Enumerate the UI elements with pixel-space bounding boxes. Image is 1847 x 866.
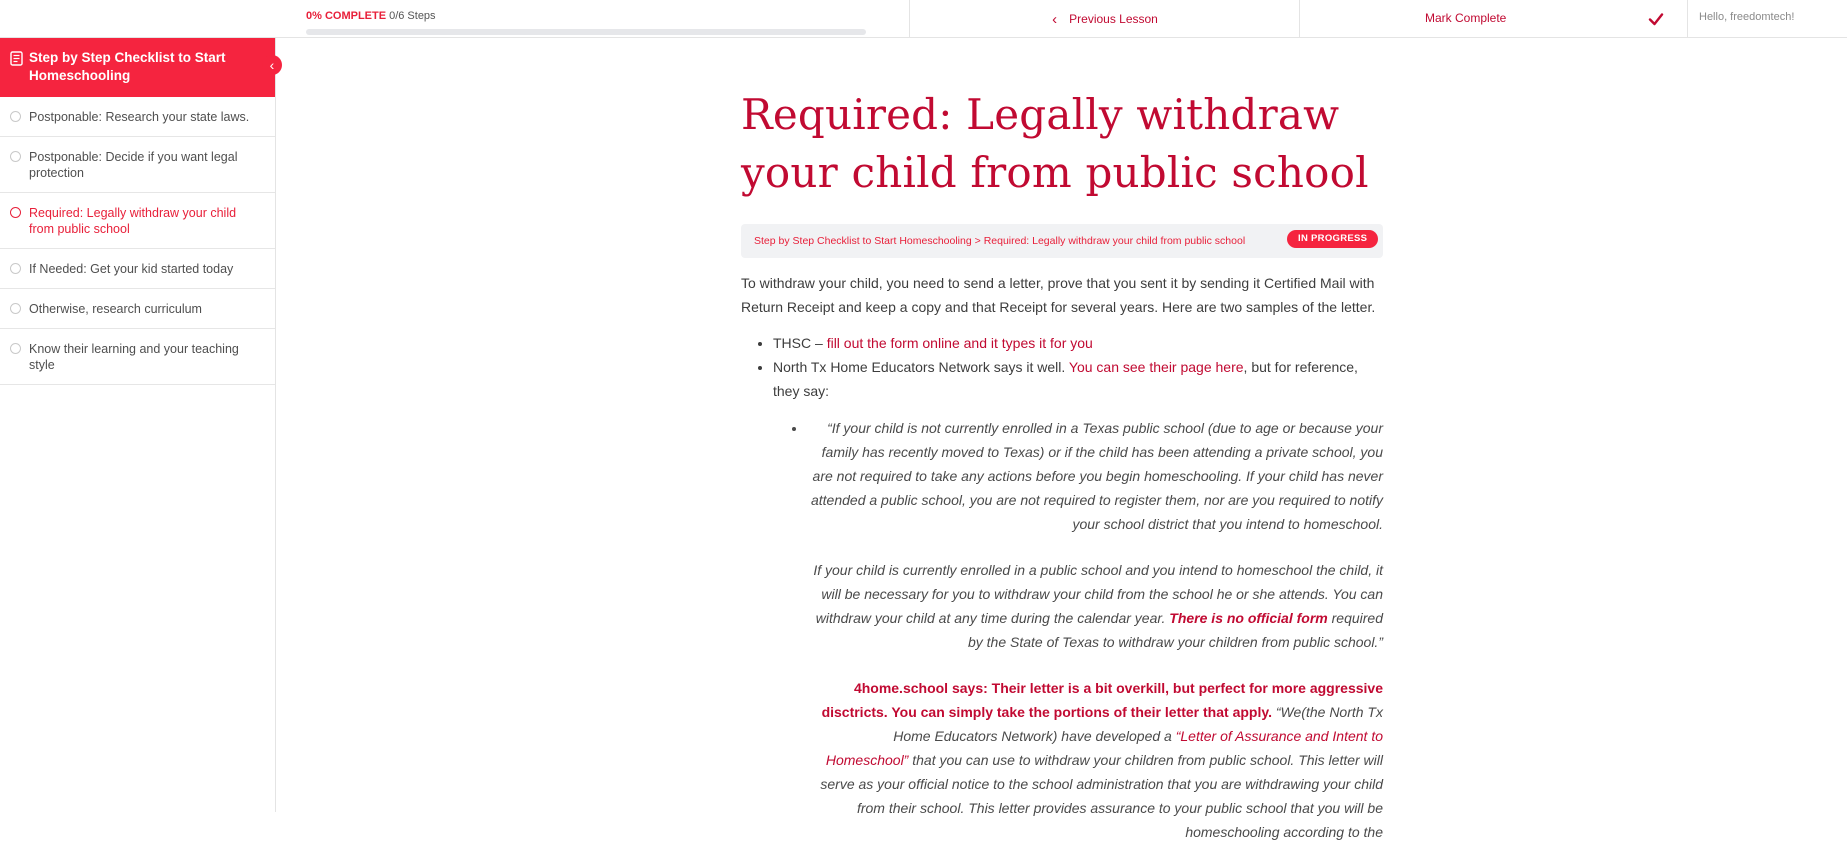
chevron-left-icon: ‹ xyxy=(1052,10,1058,28)
progress-steps: 0/6 Steps xyxy=(389,10,436,22)
user-greeting[interactable]: Hello, freedomtech! xyxy=(1699,11,1795,23)
step-item[interactable] xyxy=(0,249,275,289)
course-progress xyxy=(306,6,866,35)
mark-complete-label: Mark Complete xyxy=(1425,11,1507,25)
quote-text: If your child is currently enrolled in a public school and you intend to homeschool the child, it will be necessary for you to withdraw your child from the school he or she attends. You can withdraw your child at any time during the calendar year. xyxy=(813,562,1383,626)
status-badge: IN PROGRESS xyxy=(1287,230,1378,248)
mark-complete-button[interactable] xyxy=(1300,0,1688,38)
course-title: Step by Step Checklist to Start Homeschooling xyxy=(29,50,226,83)
book-icon xyxy=(10,51,23,66)
breadcrumb xyxy=(754,235,1245,247)
course-sidebar xyxy=(0,38,276,812)
step-status-icon xyxy=(10,263,21,274)
checkmark-icon xyxy=(1646,9,1666,29)
page-title: Required: Legally withdraw your child from public school xyxy=(741,90,1369,197)
step-label: Otherwise, research curriculum xyxy=(29,302,202,316)
step-label: Know their learning and your teaching style xyxy=(29,342,239,372)
quote-item xyxy=(807,416,1383,844)
step-status-icon xyxy=(10,207,21,218)
step-item[interactable] xyxy=(0,329,275,385)
list-item xyxy=(773,355,1383,844)
divider xyxy=(1687,0,1688,38)
list-item xyxy=(773,331,1383,355)
top-bar xyxy=(0,0,1847,38)
intro-paragraph: To withdraw your child, you need to send a letter, prove that you sent it by sending it Certified Mail with Return Receipt and keep a copy and that Receipt for several years. Here are two samples of the letter. xyxy=(741,275,1376,315)
quote-paragraph: • “If your child is not currently enrolled in a Texas public school (due to age or because your family has recently moved to Texas) or if the child has been attending a private school, you are not required to take any actions before you begin homeschooling. If your child has never attended a public school, you are not required to register them, nor are you required to notify your school district that you intend to homeschool. xyxy=(810,420,1383,532)
thsc-form-link[interactable]: fill out the form online and it types it for you xyxy=(826,335,1093,351)
quote-text: that you can use to withdraw your children from public school. This letter will serve as your official notice to the school administration that you are withdrawing your child from their school. This letter provides assurance to your public school that you will be homeschooling according to the xyxy=(820,752,1383,840)
step-status-icon xyxy=(10,343,21,354)
breadcrumb-bar xyxy=(741,224,1383,258)
progress-bar xyxy=(306,29,866,35)
quote-text: “We(the North Tx Home Educators Network) have developed a xyxy=(893,704,1383,744)
breadcrumb-course-link[interactable]: Step by Step Checklist to Start Homeschooling xyxy=(754,235,972,247)
breadcrumb-current-link[interactable]: Required: Legally withdraw your child from public school xyxy=(983,235,1246,247)
quote-paragraph xyxy=(807,558,1383,654)
step-status-icon xyxy=(10,151,21,162)
previous-lesson-label: Previous Lesson xyxy=(1069,12,1158,26)
previous-lesson-button[interactable] xyxy=(910,0,1300,38)
bullet-list xyxy=(741,331,1383,844)
step-item[interactable] xyxy=(0,289,275,329)
lesson-content xyxy=(741,86,1383,866)
collapse-sidebar-button[interactable] xyxy=(262,55,282,75)
breadcrumb-separator: > xyxy=(974,235,981,247)
step-item[interactable] xyxy=(0,137,275,193)
quote-emphasis: There is no official form xyxy=(1169,610,1328,626)
quote-paragraph xyxy=(807,676,1383,844)
step-label: Postponable: Decide if you want legal protection xyxy=(29,150,238,180)
step-status-icon xyxy=(10,111,21,122)
site-note: 4home.school says: Their letter is a bit overkill, but perfect for more aggressive disctricts. You can simply take the portions of their letter that apply. xyxy=(821,680,1383,720)
bullet-text: THSC – xyxy=(773,335,827,351)
progress-percent: 0% COMPLETE xyxy=(306,10,387,22)
step-list xyxy=(0,97,275,385)
step-label: Required: Legally withdraw your child from public school xyxy=(29,206,237,236)
quote-text: required by the State of Texas to withdraw your children from public school.” xyxy=(967,610,1383,650)
step-status-icon xyxy=(10,303,21,314)
step-item-active[interactable] xyxy=(0,193,275,249)
bullet-text: North Tx Home Educators Network says it well. xyxy=(773,359,1069,375)
step-label: Postponable: Research your state laws. xyxy=(29,110,250,124)
letter-of-assurance-link[interactable]: “Letter of Assurance and Intent to Homeschool” xyxy=(825,728,1383,768)
course-title-header[interactable] xyxy=(0,38,275,97)
nthen-page-link[interactable]: You can see their page here xyxy=(1068,359,1244,375)
bullet-text: , but for reference, they say: xyxy=(773,359,1358,399)
step-item[interactable] xyxy=(0,97,275,137)
quote-list xyxy=(773,416,1383,844)
step-label: If Needed: Get your kid started today xyxy=(29,262,234,276)
chevron-left-icon: ‹ xyxy=(269,57,275,73)
